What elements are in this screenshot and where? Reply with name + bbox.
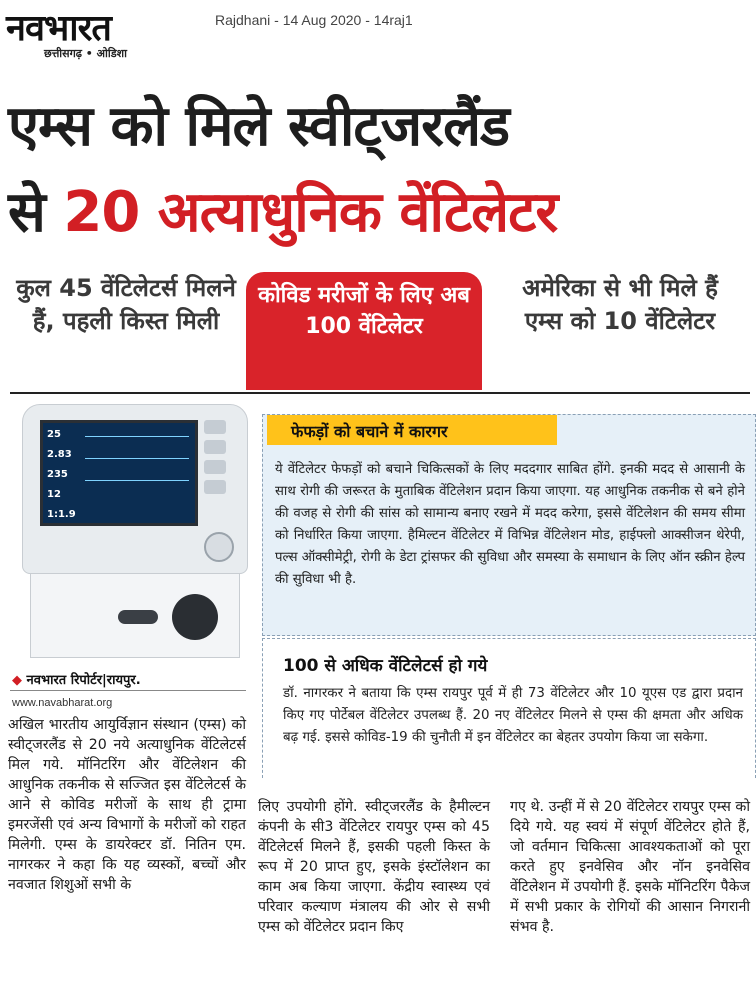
masthead [0, 0, 756, 64]
info-box [262, 638, 756, 778]
ventilator-knob [204, 532, 234, 562]
screen-waveform [85, 471, 189, 481]
article-column-3: गए थे. उन्हीं में से 20 वेंटिलेटर रायपुर एम्स को दिये गये. यह स्वयं में संपूर्ण वेंटिलेटर होते हैं, जो वर्तमान चिकित्सा आवश्यकताओं को पूरा करते हुए इनवेसिव और नॉन इनवेसिव वेंटिलेशन में उपयोगी हैं. इसके मॉनिटरिंग पैकेज में सभी प्रकार के रोगियों की आसान निगरानी संभव है. [510, 799, 750, 935]
headline-highlight: 20 अत्याधुनिक वेंटिलेटर [63, 180, 558, 245]
screen-value: 235 [47, 469, 68, 480]
edition-line: Rajdhani - 14 Aug 2020 - 14raj1 [215, 12, 413, 28]
diamond-icon: ◆ [12, 673, 22, 688]
website-link[interactable]: www.navabharat.org [12, 697, 113, 709]
byline-rule [10, 690, 246, 691]
ventilator-screen [40, 420, 198, 526]
deck-right: अमेरिका से भी मिले हैं एम्स को 10 वेंटिलेटर [522, 274, 718, 335]
sidebar-title: फेफड़ों को बचाने में कारगर [267, 415, 557, 445]
headline-prefix: से [8, 180, 64, 245]
byline-city: रायपुर. [106, 673, 141, 688]
info-box-title: 100 से अधिक वेंटिलेटर्स हो गये [283, 656, 488, 676]
screen-value: 25 [47, 429, 61, 440]
ventilator-port [172, 594, 218, 640]
headline-line-1: एम्स को मिले स्वीट्जरलैंड [8, 94, 510, 159]
screen-value: 12 [47, 489, 61, 500]
ventilator-photo [22, 404, 248, 662]
article-column-1: अखिल भारतीय आयुर्विज्ञान संस्थान (एम्स) को स्वीट्जरलैंड से 20 नये अत्याधुनिक वेंटिलेटर्स मिल गये. मॉनिटरिंग और वेंटिलेशन की आधुनिक तकनीक से सज्जित इस वेंटिलेटर्स के आने से कोविड मरीजों के साथ ही ट्रामा इमरजेंसी एवं अन्य विभागों के मरीजों को राहत मिलेगी. एम्स के डायरेक्टर डॉ. नितिन एम. नागरकर ने कहा कि यह व्यस्कों, बच्चों और नवजात शिशुओं सभी के [8, 717, 246, 893]
screen-value: 1:1.9 [47, 509, 76, 520]
byline-separator: | [102, 673, 107, 688]
headline-line-2 [0, 172, 756, 248]
reporter-name: नवभारत रिपोर्टर [26, 673, 103, 688]
newspaper-logo [6, 2, 196, 58]
deck-middle: कोविड मरीजों के लिए अब 100 वेंटिलेटर [246, 272, 482, 390]
logo-wordmark: नवभारत [6, 8, 111, 49]
screen-waveform [85, 449, 189, 459]
screen-value: 2.83 [47, 449, 72, 460]
deck-left: कुल 45 वेंटिलेटर्स मिलने हैं, पहली किस्त मिली [16, 274, 236, 335]
ventilator-side-buttons [204, 420, 230, 526]
article-column-2: लिए उपयोगी होंगे. स्वीट्जरलैंड के हैमील्टन कंपनी के सी3 वेंटिलेटर रायपुर एम्स को 45 वेंटिलेटर्स मिलने हैं, इसकी पहली किस्त के रूप में 20 प्राप्त हुए, इसके इंस्टॉलेशन का काम अब किया जाएगा. केंद्रीय स्वास्थ्य एवं परिवार कल्याण मंत्रालय की ओर से सभी एम्स को वेंटिलेटर प्रदान किए [258, 799, 490, 935]
sidebar-box [262, 414, 756, 636]
info-box-body: डॉ. नागरकर ने बताया कि एम्स रायपुर पूर्व में ही 73 वेंटिलेटर और 10 यूएस एड द्वारा प्रदान किए गए पोर्टेबल वेंटिलेटर उपलब्ध हैं. 20 नए वेंटिलेटर मिलने से एम्स की क्षमता और अधिक बढ़ गई. इससे कोविड-19 की चुनौती में इन वेंटिलेटर का बेहतर उपयोग किया जा सकेगा. [283, 686, 743, 745]
ventilator-slot [118, 610, 158, 624]
logo-subtitle: छत्तीसगढ़ • ओडिशा [44, 47, 127, 60]
sidebar-body: ये वेंटिलेटर फेफड़ों को बचाने चिकित्सकों के लिए मददगार साबित होंगे. इनकी मदद से आसानी के साथ रोगी की जरूरत के मुताबिक वेंटिलेशन प्रदान किया जाएगा. यह आधुनिक तकनीक से बने होने की वजह से रोगी की सांस को सामान्य बनाए रखने में मदद करेगा, इससे वेंटिलेशन की समय सीमा को निर्धारित किया जाएगा. हैमिल्टन वेंटिलेटर में विभिन्न वेंटिलेशन मोड, हाईफ्लो आक्सीजन थेरेपी, पल्स ऑक्सीमेट्री, रोगी के डेटा ट्रांसफर की सुविधा और समस्या के समाधान के लिए ऑन स्क्रीन हेल्प की सुविधा भी है. [275, 462, 745, 587]
screen-waveform [85, 427, 189, 437]
byline [12, 670, 141, 688]
deck-divider [10, 392, 750, 394]
